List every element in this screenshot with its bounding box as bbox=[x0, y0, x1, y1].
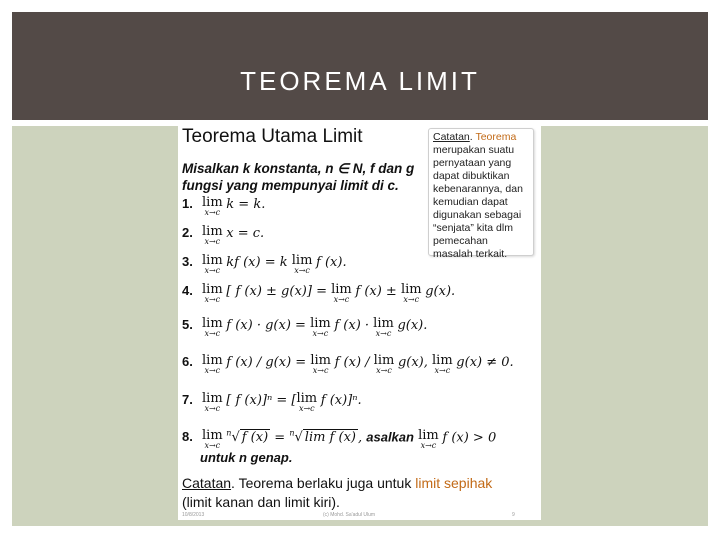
theorem-image bbox=[178, 122, 541, 520]
expression-text: f (x). bbox=[316, 255, 347, 270]
condition-word: asalkan bbox=[366, 429, 414, 445]
expression-text: f (x) / bbox=[334, 355, 374, 370]
expression-text: k = k. bbox=[226, 197, 266, 212]
limit-operator: lim x→c bbox=[202, 353, 223, 375]
limit-operator: lim x→c bbox=[296, 391, 318, 413]
theorem-8 bbox=[182, 429, 496, 465]
bottom-note-accent: limit sepihak bbox=[415, 475, 493, 491]
limit-operator: lim x→c bbox=[202, 195, 223, 217]
limit-operator: lim x→c bbox=[418, 428, 439, 450]
note-box: Catatan. Teorema merupakan suatu pernyataan yang dapat dibuktikan kebenarannya, dan kemudian dapat digunakan sebagai “senjata” kita dlm pemecahan masalah terkait. bbox=[428, 128, 534, 256]
limit-operator: lim x→c bbox=[373, 316, 394, 338]
limit-operator: lim x→c bbox=[310, 316, 331, 338]
expression-text: = bbox=[270, 430, 290, 446]
expression-text: g(x). bbox=[397, 318, 428, 333]
limit-operator: lim x→c bbox=[202, 282, 223, 304]
theorem-4 bbox=[182, 283, 455, 304]
bottom-note-text2: (limit kanan dan limit kiri). bbox=[182, 494, 340, 510]
theorem-3 bbox=[182, 254, 347, 275]
limit-operator: lim x→c bbox=[202, 391, 223, 413]
theorem-6 bbox=[182, 354, 514, 375]
theorem-5 bbox=[182, 317, 427, 338]
theorem-number: 2. bbox=[182, 225, 193, 240]
expression-text: f (x) · g(x) = bbox=[226, 318, 311, 333]
theorem-number: 6. bbox=[182, 354, 193, 369]
expression-text: f (x) / g(x) = bbox=[226, 355, 311, 370]
note-accent: Teorema bbox=[475, 131, 517, 143]
expression-text: f (x) · bbox=[334, 318, 374, 333]
theorem-2 bbox=[182, 225, 264, 246]
expression-text: [ f (x)]ⁿ = [ bbox=[226, 393, 297, 408]
limit-operator: lim x→c bbox=[202, 224, 223, 246]
theorem-number: 5. bbox=[182, 317, 193, 332]
nth-root: $^n$√ lim f (x) bbox=[289, 429, 356, 446]
slide-title: TEOREMA LIMIT bbox=[240, 66, 480, 96]
expression-text: f (x) > 0 bbox=[442, 430, 497, 446]
note-text: merupakan suatu pernyataan yang dapat dibuktikan kebenarannya, dan kemudian dapat digunakan sebagai “senjata” kita dlm pemecahan masalah terkait. bbox=[433, 144, 523, 260]
limit-operator: lim x→c bbox=[202, 316, 223, 338]
limit-operator: lim x→c bbox=[400, 282, 422, 304]
theorem-number: 1. bbox=[182, 196, 193, 211]
expression-text: , bbox=[357, 430, 367, 446]
expression-text: x = c. bbox=[226, 226, 265, 241]
nth-root: $^n$√ f (x) bbox=[226, 429, 269, 446]
theorem-1 bbox=[182, 196, 265, 217]
limit-operator: lim x→c bbox=[291, 253, 313, 275]
limit-operator: lim x→c bbox=[432, 353, 453, 375]
theorem-8-condition: untuk n genap. bbox=[200, 450, 293, 465]
theorem-number: 3. bbox=[182, 254, 193, 269]
expression-text: f (x) ± bbox=[355, 284, 401, 299]
theorem-7 bbox=[182, 392, 362, 413]
expression-text: [ f (x) ± g(x)] = bbox=[226, 284, 332, 299]
expression-text: g(x). bbox=[425, 284, 456, 299]
limit-operator: lim x→c bbox=[373, 353, 395, 375]
footer-page: 9 bbox=[512, 512, 515, 518]
theorem-number: 8. bbox=[182, 429, 193, 445]
limit-operator: lim x→c bbox=[331, 282, 352, 304]
limit-operator: lim x→c bbox=[310, 353, 331, 375]
expression-text: f (x)]ⁿ. bbox=[320, 393, 362, 408]
limit-operator: lim x→c bbox=[202, 253, 223, 275]
bottom-note-text1: . Teorema berlaku juga untuk bbox=[231, 475, 416, 491]
intro-text: Misalkan k konstanta, n ∈ N, f dan g fungsi yang mempunyai limit di c. bbox=[182, 161, 415, 193]
footer-author: (c) Mohd. Sa'adul Ulum bbox=[323, 512, 376, 518]
expression-text: kf (x) = k bbox=[226, 255, 292, 270]
expression-text: g(x) ≠ 0. bbox=[456, 355, 514, 370]
expression-text: g(x), bbox=[397, 355, 433, 370]
title-bar bbox=[12, 12, 708, 120]
note-title: Catatan bbox=[433, 131, 470, 143]
footer-date: 10/8/2013 bbox=[182, 512, 205, 518]
bottom-note-title: Catatan bbox=[182, 475, 232, 491]
theorem-number: 7. bbox=[182, 392, 193, 407]
theorem-number: 4. bbox=[182, 283, 193, 298]
card-heading: Teorema Utama Limit bbox=[182, 126, 363, 147]
limit-operator: lim x→c bbox=[202, 428, 223, 450]
bottom-note bbox=[182, 474, 537, 512]
